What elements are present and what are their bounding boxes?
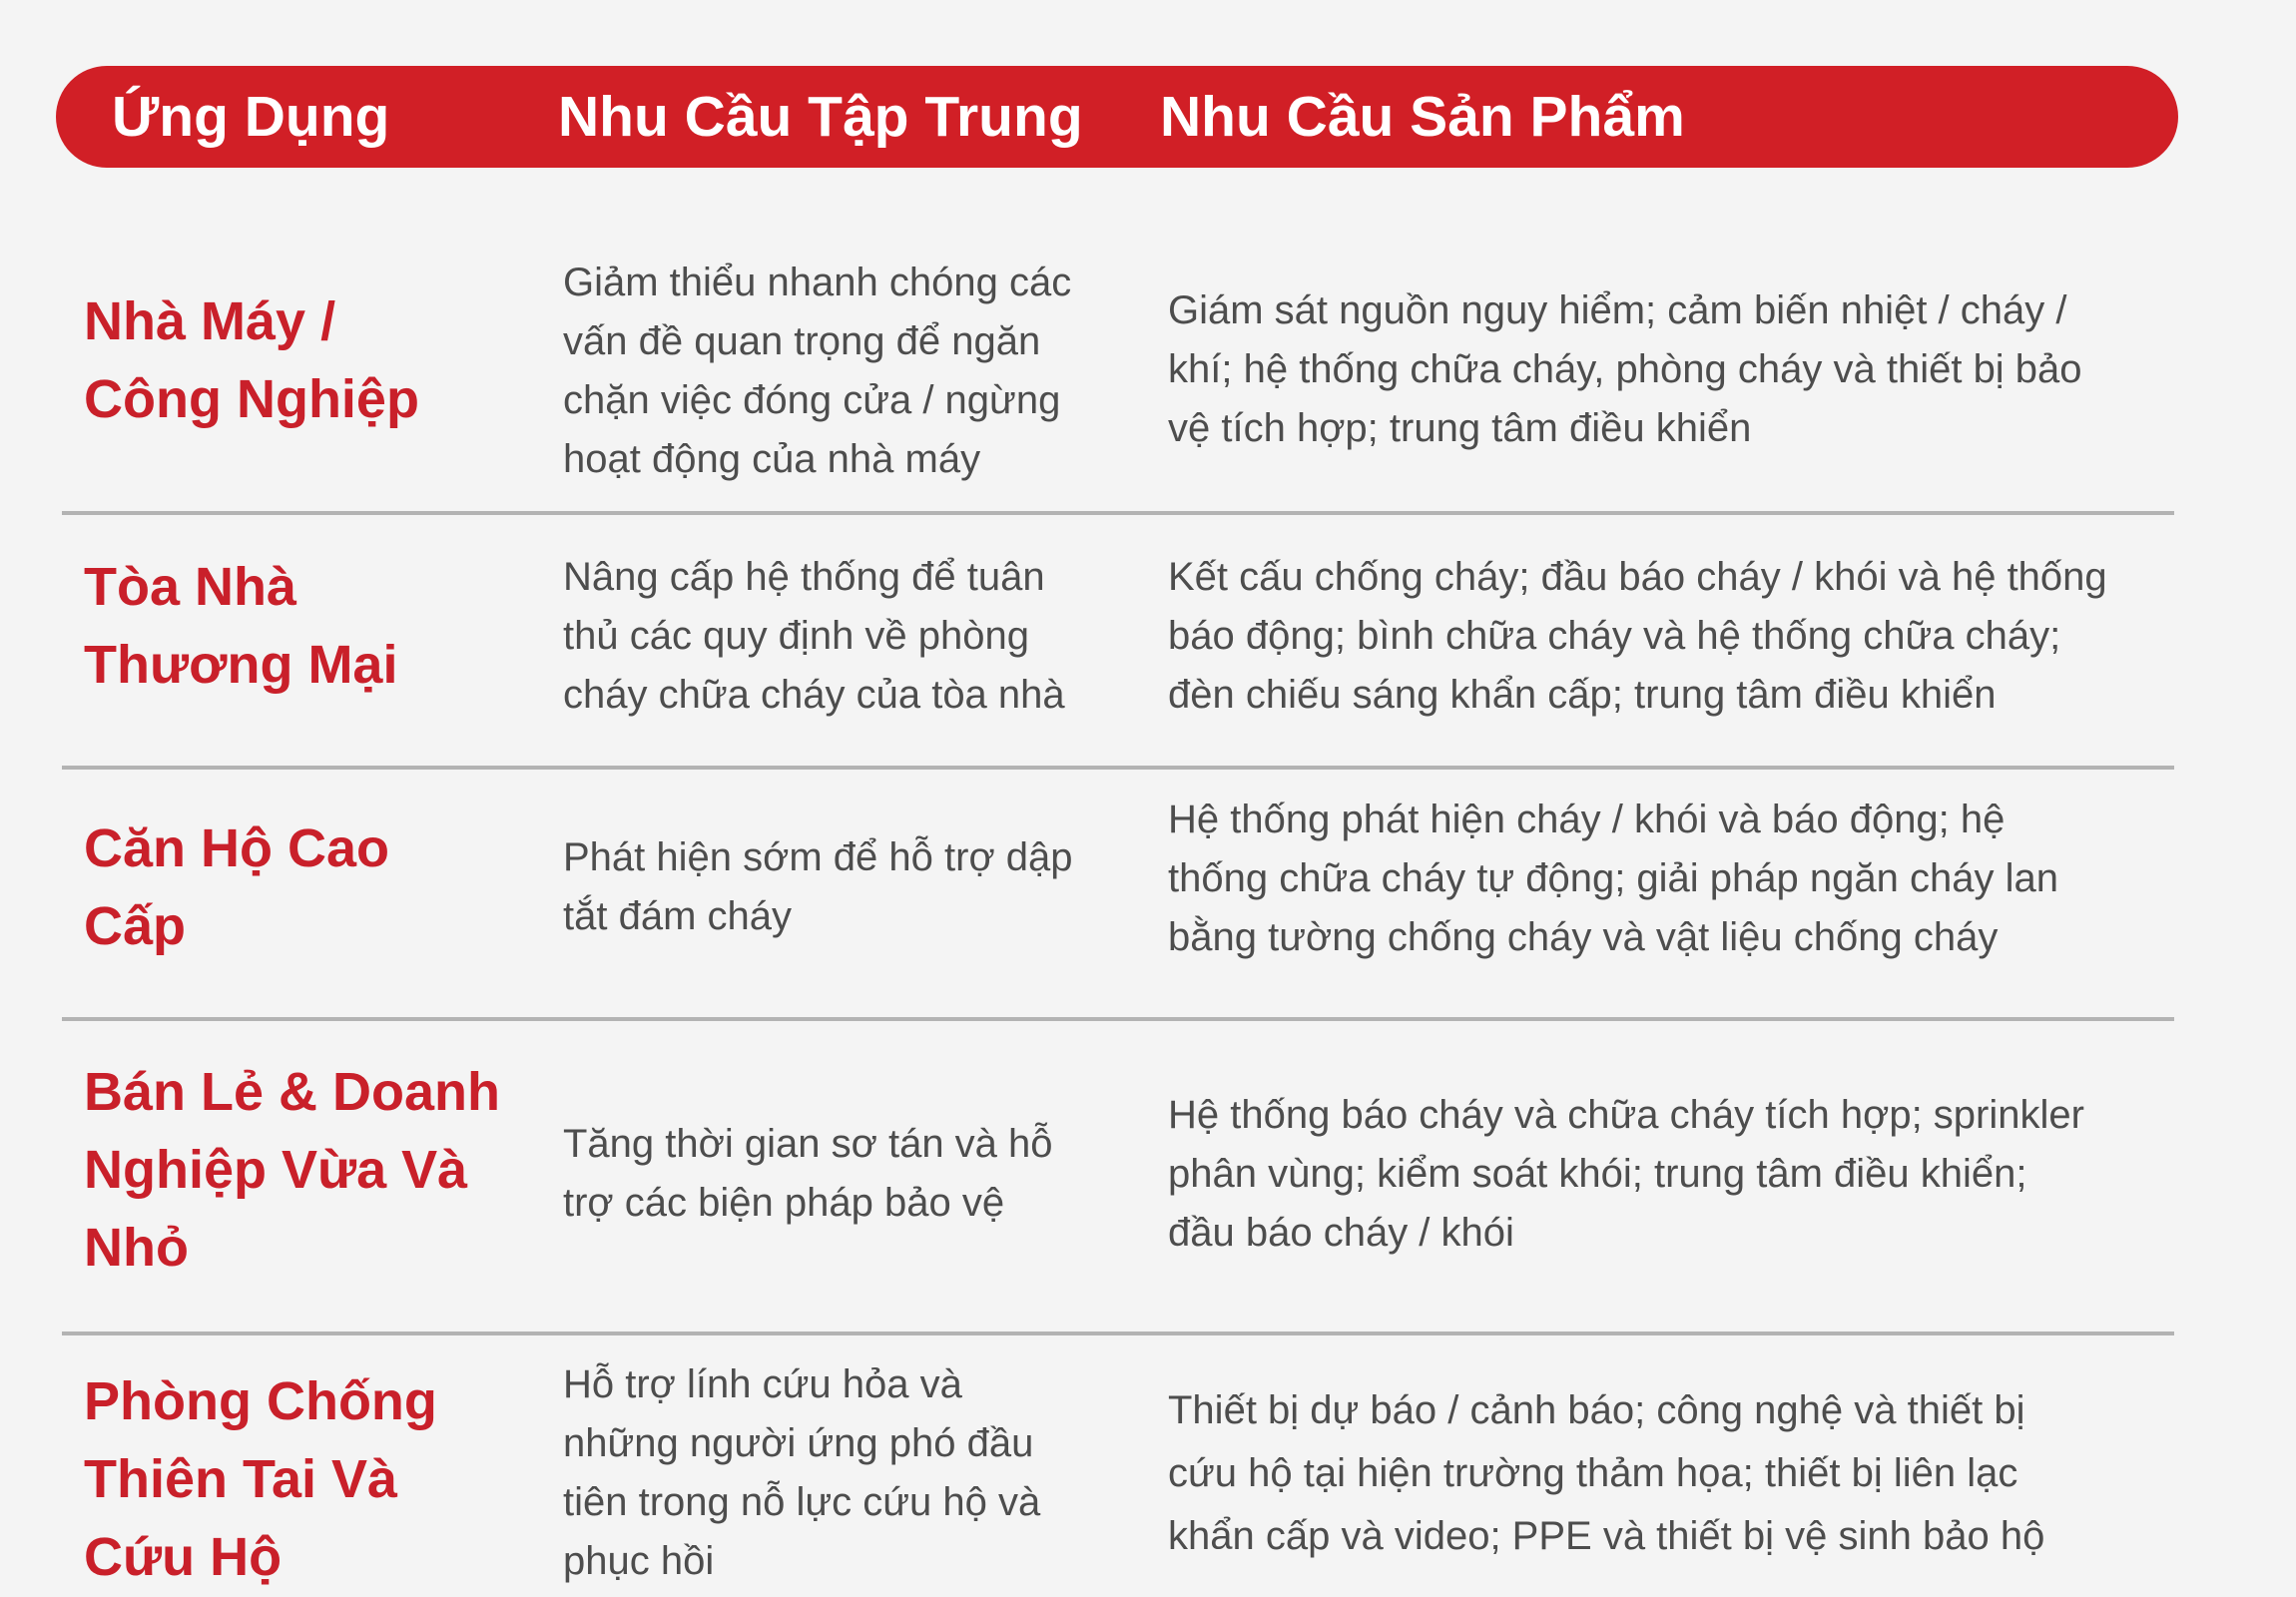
table-row <box>62 186 2174 515</box>
header-application: Ứng Dụng <box>112 85 390 149</box>
focus-needs-text: Hỗ trợ lính cứu hỏa và những người ứng phó đầu tiên trong nỗ lực cứu hộ và phục hồi <box>563 1362 1041 1583</box>
focus-needs-text: Phát hiện sớm để hỗ trợ dập tắt đám cháy <box>563 835 1073 938</box>
focus-needs-text: Giảm thiểu nhanh chóng các vấn đề quan trọng để ngăn chặn việc đóng cửa / ngừng hoạt động của nhà máy <box>563 261 1072 481</box>
header-product-needs: Nhu Cầu Sản Phẩm <box>1160 85 1685 149</box>
application-name: Tòa Nhà Thương Mại <box>84 557 398 695</box>
table-row <box>62 1021 2174 1335</box>
product-needs-text: Hệ thống phát hiện cháy / khói và báo động; hệ thống chữa cháy tự động; giải pháp ngăn cháy lan bằng tường chống cháy và vật liệu chống cháy <box>1168 798 2058 959</box>
application-name: Căn Hộ Cao Cấp <box>84 818 390 956</box>
table-row <box>62 1335 2174 1597</box>
product-needs-text: Hệ thống báo cháy và chữa cháy tích hợp; sprinkler phân vùng; kiểm soát khói; trung tâm điều khiển; đầu báo cháy / khói <box>1168 1093 2084 1255</box>
product-needs-text: Giám sát nguồn nguy hiểm; cảm biến nhiệt / cháy / khí; hệ thống chữa cháy, phòng cháy và thiết bị bảo vệ tích hợp; trung tâm điều khiển <box>1168 288 2082 450</box>
header-focus-needs: Nhu Cầu Tập Trung <box>558 85 1083 149</box>
table-row <box>62 770 2174 1021</box>
table-header <box>56 66 2178 168</box>
product-needs-text: Thiết bị dự báo / cảnh báo; công nghệ và thiết bị cứu hộ tại hiện trường thảm họa; thiết bị liên lạc khẩn cấp và video; PPE và thiết bị vệ sinh bảo hộ <box>1168 1388 2045 1558</box>
table-row <box>62 515 2174 770</box>
product-needs-text: Kết cấu chống cháy; đầu báo cháy / khói và hệ thống báo động; bình chữa cháy và hệ thống chữa cháy; đèn chiếu sáng khẩn cấp; trung tâm điều khiển <box>1168 555 2107 717</box>
applications-table <box>56 66 2178 1587</box>
application-name: Bán Lẻ & Doanh Nghiệp Vừa Và Nhỏ <box>84 1062 501 1278</box>
focus-needs-text: Nâng cấp hệ thống để tuân thủ các quy định về phòng cháy chữa cháy của tòa nhà <box>563 555 1065 717</box>
application-name: Phòng Chống Thiên Tai Và Cứu Hộ <box>84 1371 437 1587</box>
focus-needs-text: Tăng thời gian sơ tán và hỗ trợ các biện pháp bảo vệ <box>563 1122 1053 1225</box>
application-name: Nhà Máy / Công Nghiệp <box>84 291 419 429</box>
